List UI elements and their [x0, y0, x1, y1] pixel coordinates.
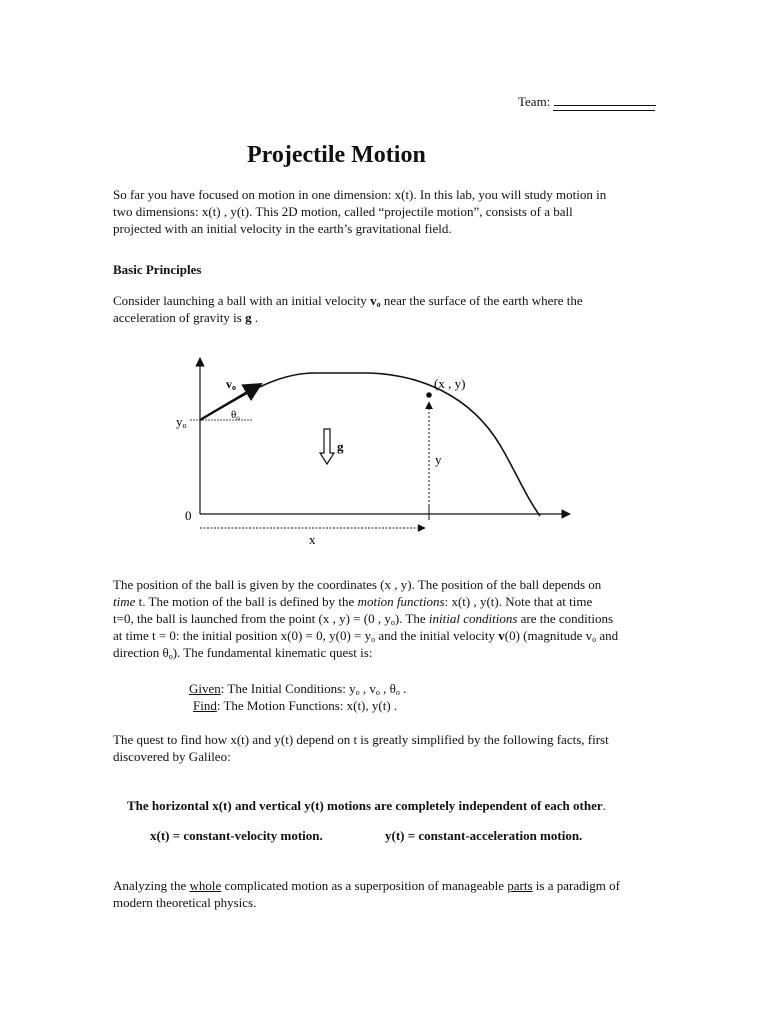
- consider-paragraph: [113, 292, 583, 326]
- gravity-arrow: [320, 429, 334, 464]
- projectile-diagram: [0, 340, 770, 555]
- text-span: .: [399, 681, 407, 696]
- given-line: [189, 680, 406, 697]
- text-span: complicated motion as a superposition of manageable: [221, 878, 508, 893]
- position-line: [113, 627, 618, 644]
- team-label: Team:: [518, 94, 551, 109]
- consider-line: [113, 292, 583, 309]
- y-label: y: [435, 452, 442, 467]
- conclusion-line: [113, 877, 620, 894]
- galileo-line: The quest to find how x(t) and y(t) depend on t is greatly simplified by the following facts, first: [113, 732, 609, 747]
- text-span: is a paradigm of: [532, 878, 620, 893]
- text-span: : x(t) , y(t). Note that at time: [444, 594, 593, 609]
- team-blank-2: [553, 110, 655, 111]
- find-line: [193, 697, 397, 714]
- position-line: The position of the ball is given by the coordinates (x , y). The position of the ball depends on: [113, 577, 602, 592]
- text-span: v: [498, 628, 505, 643]
- text-span: whole: [189, 878, 222, 893]
- independence-statement: [127, 797, 606, 814]
- intro-line: So far you have focused on motion in one dimension: x(t). In this lab, you will study motion in: [113, 187, 607, 202]
- x-label: x: [309, 532, 316, 547]
- find-label: Find: [193, 698, 217, 713]
- position-line: [113, 593, 618, 610]
- subscript: o: [390, 618, 395, 627]
- text-span: near the surface of the earth where the: [380, 293, 583, 308]
- intro-paragraph: [113, 186, 606, 237]
- text-span: , v: [359, 681, 376, 696]
- text-span: : The Motion Functions: x(t), y(t) .: [216, 698, 398, 713]
- text-span: motion functions: [357, 594, 445, 609]
- subscript: o: [371, 635, 376, 644]
- text-span: ). The fundamental kinematic quest is:: [172, 645, 373, 660]
- subscript: o: [592, 635, 597, 644]
- text-span: t. The motion of the ball is defined by the: [135, 594, 358, 609]
- text-span: and the initial velocity: [375, 628, 499, 643]
- text-span: .: [602, 798, 606, 813]
- velocity-symbol: v: [370, 293, 377, 308]
- subscript: o: [376, 300, 381, 309]
- gravity-label: g: [337, 439, 344, 454]
- v0-label: vo: [226, 377, 236, 392]
- consider-line: [113, 309, 583, 326]
- section-heading: Basic Principles: [113, 262, 202, 277]
- text-span: ). The: [394, 611, 429, 626]
- x-motion-statement: x(t) = constant-velocity motion.: [150, 828, 323, 843]
- intro-line: two dimensions: x(t) , y(t). This 2D motion, called “projectile motion”, consists of a ball: [113, 204, 573, 219]
- subscript: o: [395, 688, 400, 697]
- position-line: [113, 644, 618, 661]
- given-label: Given: [189, 681, 221, 696]
- text-span: direction θ: [113, 645, 169, 660]
- text-span: : The Initial Conditions: y: [220, 681, 356, 696]
- ball-position-dot: [426, 392, 432, 398]
- text-span: , θ: [379, 681, 396, 696]
- intro-line: projected with an initial velocity in the earth’s gravitational field.: [113, 221, 452, 236]
- text-span: .: [251, 310, 259, 325]
- team-field: [518, 93, 656, 110]
- text-span: t=0, the ball is launched from the point (x , y) = (0 , y: [113, 611, 391, 626]
- page-title: Projectile Motion: [247, 142, 426, 168]
- text-span: (0) (magnitude v: [504, 628, 593, 643]
- galileo-line: discovered by Galileo:: [113, 749, 231, 764]
- text-span: Consider launching a ball with an initial velocity: [113, 293, 371, 308]
- conclusion-line: modern theoretical physics.: [113, 895, 257, 910]
- team-blank-1: [554, 93, 656, 106]
- text-span: at time t = 0: the initial position x(0) = 0, y(0) = y: [113, 628, 372, 643]
- conclusion-paragraph: [113, 877, 620, 911]
- galileo-paragraph: [113, 731, 609, 765]
- gravity-symbol: g: [245, 310, 252, 325]
- text-span: acceleration of gravity is: [113, 310, 246, 325]
- subscript: o: [375, 688, 380, 697]
- origin-label: 0: [185, 508, 192, 523]
- y0-label: yo: [176, 414, 187, 430]
- text-span: initial conditions: [428, 611, 518, 626]
- position-line: [113, 610, 618, 627]
- text-span: are the conditions: [517, 611, 614, 626]
- theta-label: θo: [231, 409, 240, 422]
- y-motion-statement: y(t) = constant-acceleration motion.: [385, 828, 583, 843]
- position-paragraph: [113, 576, 618, 661]
- trajectory-curve: [200, 373, 540, 516]
- subscript: o: [355, 688, 360, 697]
- text-span: and: [596, 628, 619, 643]
- text-span: The horizontal x(t) and vertical y(t) motions are completely independent of each other: [127, 798, 603, 813]
- text-span: parts: [507, 878, 533, 893]
- point-label: (x , y): [434, 376, 466, 391]
- text-span: Analyzing the: [113, 878, 190, 893]
- subscript: o: [168, 652, 173, 661]
- text-span: time: [113, 594, 136, 609]
